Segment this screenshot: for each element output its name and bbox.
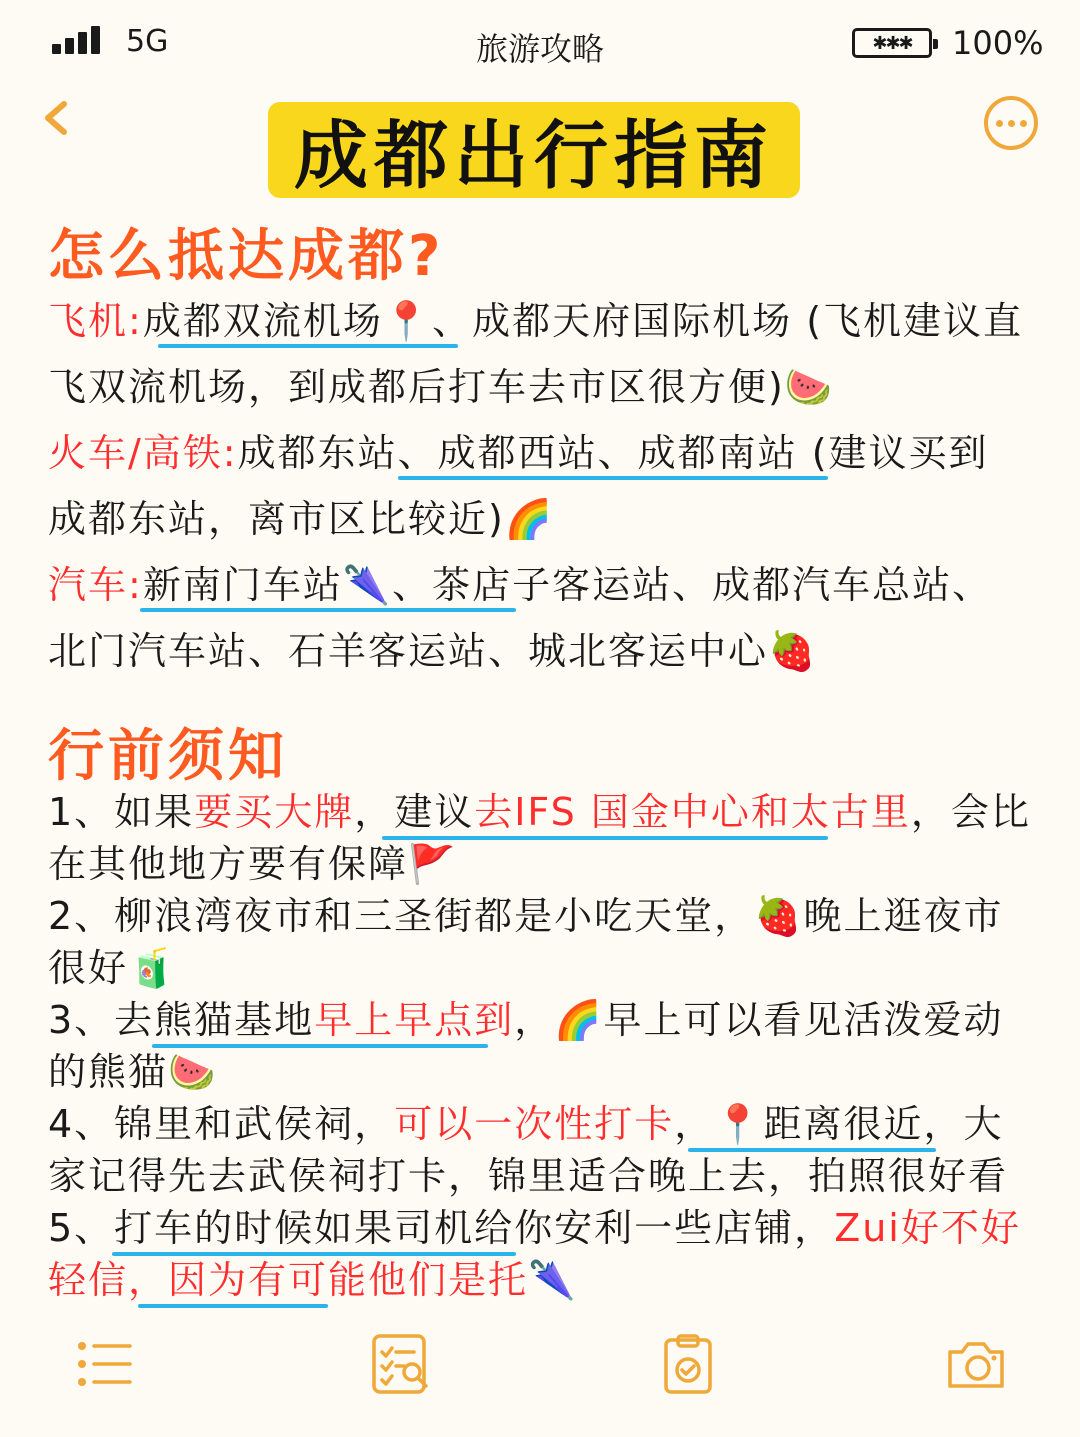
bus-line-2: 北门汽车站、石羊客运站、城北客运中心🍓 [48, 629, 818, 673]
network-type: 5G [126, 24, 169, 59]
tip-highlight: Zui好不好 [834, 1206, 1021, 1250]
tip-1-line-1 [48, 786, 1038, 838]
tip-3-line-2: 的熊猫🍉 [48, 1050, 218, 1094]
section-heading-arrival: 怎么抵达成都? [48, 224, 445, 289]
tip-highlight: 要买大牌 [194, 790, 355, 834]
status-title: 旅游攻略 [475, 30, 604, 68]
dot-icon [996, 120, 1003, 127]
tip-5-line-2 [48, 1254, 1038, 1306]
bus-text: 新南门车站🌂、茶店子客运站、成都汽车总站、 [142, 563, 993, 607]
tip-2-line-2: 很好🧃 [48, 946, 178, 990]
dot-icon [1020, 120, 1027, 127]
tip-text: 5、打车的时候如果司机给你安利一些店铺， [48, 1206, 835, 1250]
tip-4-line-1 [48, 1098, 1038, 1150]
tip-1-line-2: 在其他地方要有保障🚩 [48, 842, 458, 886]
train-label: 火车/高铁: [48, 431, 238, 475]
tip-text: 1、如果 [48, 790, 195, 834]
section-heading-tips: 行前须知 [48, 724, 288, 789]
underline [398, 476, 828, 480]
tip-highlight: 去IFS 国金中心和太古里 [474, 790, 911, 834]
tip-text: 🌂 [528, 1258, 578, 1302]
tip-5-line-1 [48, 1202, 1038, 1254]
tip-text: ，建议 [354, 790, 475, 834]
train-text: 成都东站、成都西站、成都南站 (建议买到 [237, 431, 989, 475]
status-bar [0, 0, 1080, 80]
tips-content [48, 786, 1038, 1306]
tab-camera[interactable] [944, 1332, 1008, 1396]
tip-text: 4、锦里和武侯祠， [48, 1102, 395, 1146]
train-line-1 [48, 420, 1038, 486]
bottom-tab-bar [0, 1322, 1080, 1437]
tab-list[interactable] [72, 1332, 136, 1396]
tip-highlight: 早上早点到 [314, 998, 515, 1042]
dot-icon [1008, 120, 1015, 127]
bus-line-1 [48, 552, 1038, 618]
tip-highlight: 可以一次性打卡 [394, 1102, 675, 1146]
tip-text: ，会比 [910, 790, 1031, 834]
underline [158, 344, 458, 348]
underline [138, 1304, 328, 1308]
plane-text: 成都双流机场📍、成都天府国际机场 (飞机建议直 [142, 299, 1024, 343]
tip-text: ，📍距离很近，大 [674, 1102, 1004, 1146]
plane-label: 飞机: [48, 299, 143, 343]
plane-line-1 [48, 288, 1038, 354]
tip-text: ，🌈早上可以看见活泼爱动 [514, 998, 1004, 1042]
tip-highlight: 轻信，因为有可能他们是托 [48, 1258, 529, 1302]
bus-label: 汽车: [48, 563, 143, 607]
camera-icon [944, 1332, 1008, 1396]
battery-percent: 100% [952, 24, 1044, 62]
battery-icon: ✱✱✱ [852, 28, 932, 58]
tip-3-line-1 [48, 994, 1038, 1046]
page-title: 成都出行指南 [294, 113, 774, 199]
train-line-2: 成都东站，离市区比较近)🌈 [48, 497, 555, 541]
tip-text: 3、去熊猫基地 [48, 998, 315, 1042]
tab-checklist[interactable] [368, 1332, 432, 1396]
list-icon [72, 1332, 136, 1396]
clipboard-check-icon [656, 1332, 720, 1396]
tab-clipboard[interactable] [656, 1332, 720, 1396]
tip-2-line-1: 2、柳浪湾夜市和三圣街都是小吃天堂，🍓晚上逛夜市 [48, 894, 1004, 938]
more-button[interactable] [984, 96, 1038, 150]
underline [140, 608, 516, 612]
tip-4-line-2: 家记得先去武侯祠打卡，锦里适合晚上去，拍照很好看 [48, 1154, 1009, 1198]
checklist-icon [368, 1332, 432, 1396]
plane-line-2: 飞双流机场，到成都后打车去市区很方便)🍉 [48, 365, 835, 409]
arrival-content [48, 288, 1038, 684]
chevron-left-icon [36, 96, 76, 140]
back-button[interactable] [36, 96, 76, 140]
page-title-banner [268, 102, 800, 198]
